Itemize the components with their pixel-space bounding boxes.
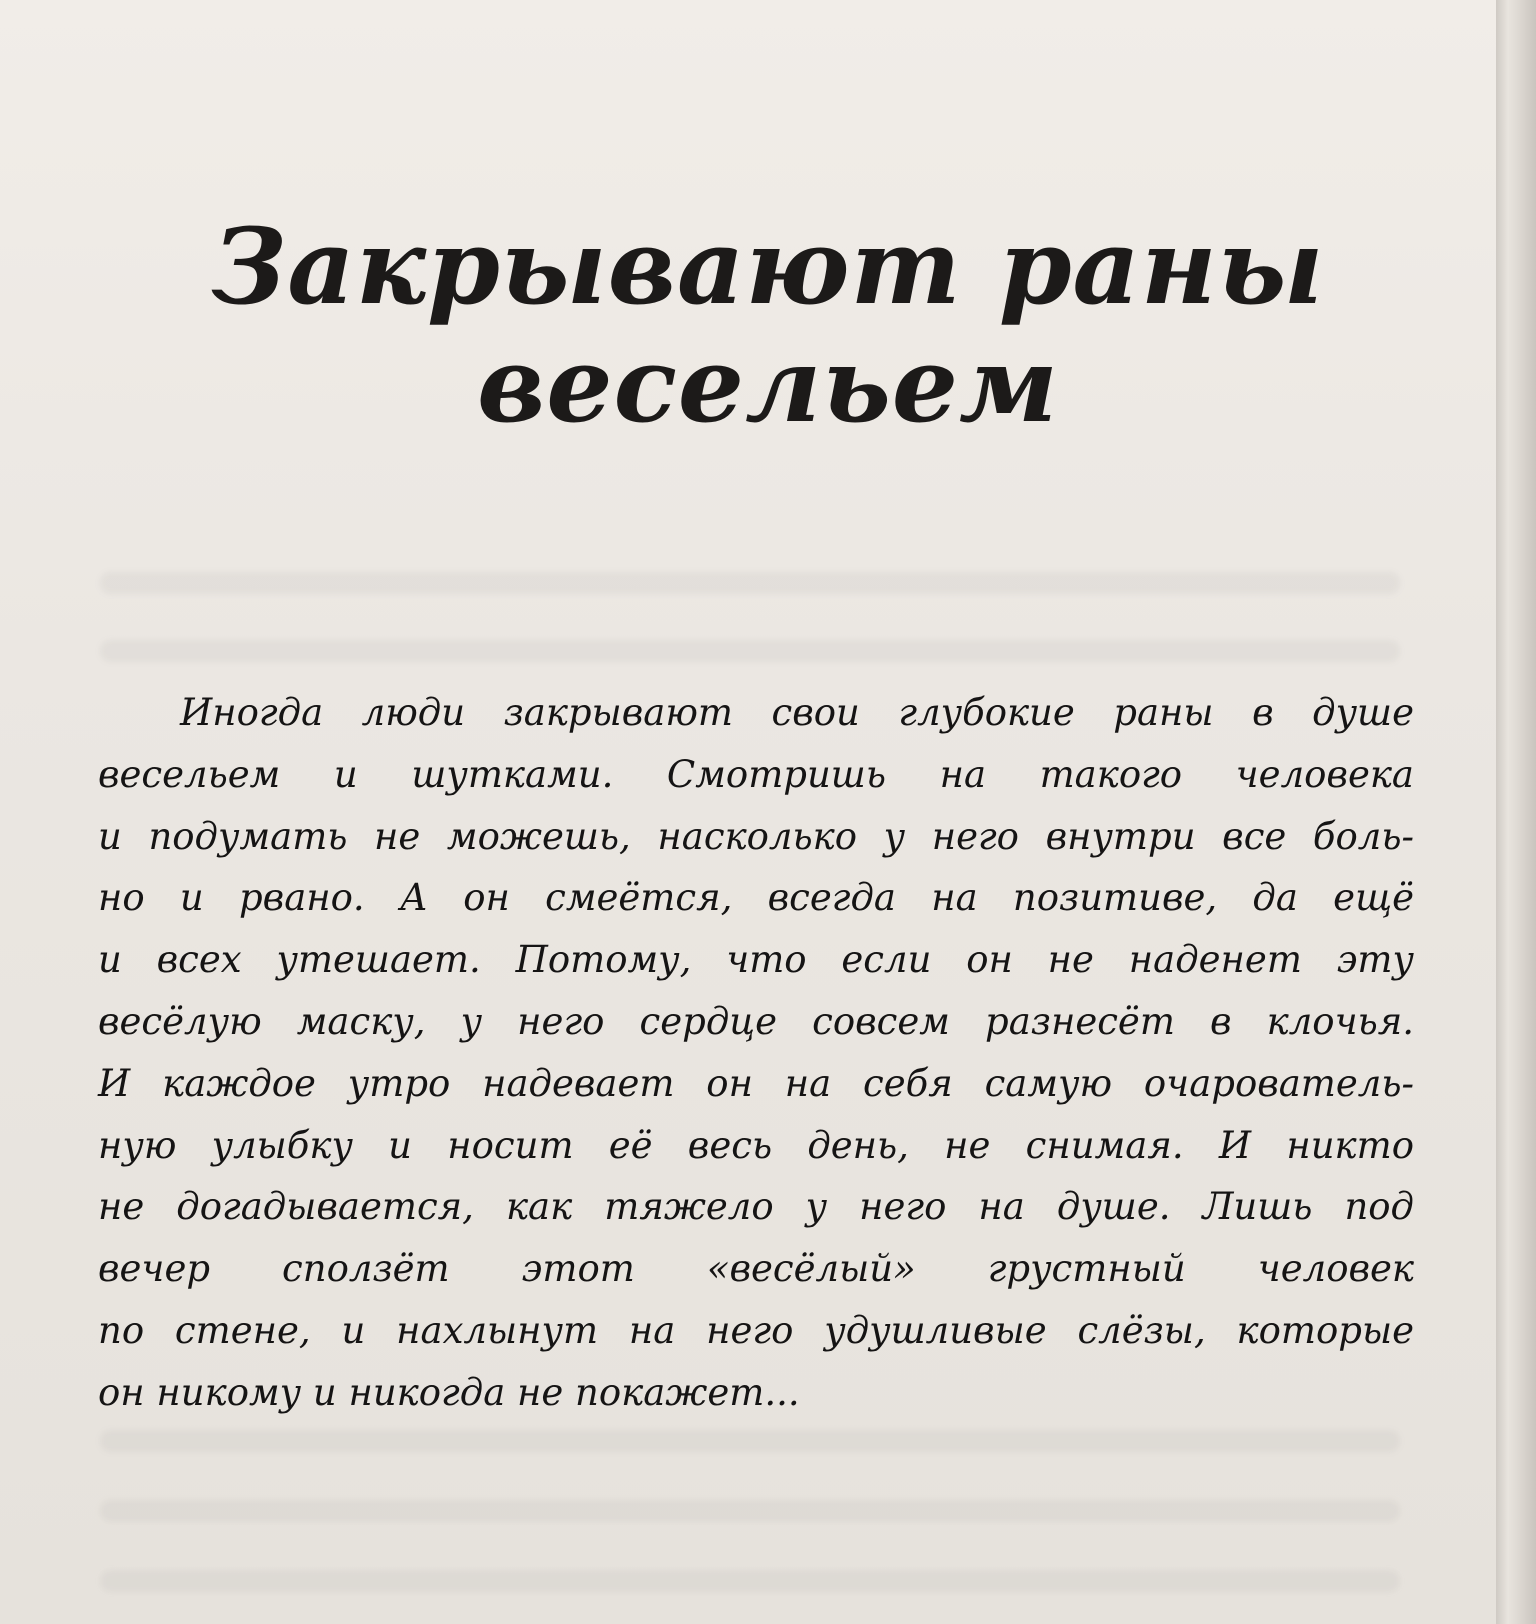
paragraph-line: и подумать не можешь, насколько у него внутри все боль-	[98, 814, 1414, 858]
paragraph-line: и всех утешает. Потому, что если он не наденет эту	[98, 938, 1414, 982]
chapter-title	[0, 205, 1536, 446]
bleed-through-text	[100, 640, 1400, 662]
paragraph-line: не догадывается, как тяжело у него на душе. Лишь под	[98, 1185, 1414, 1229]
bleed-through-text	[100, 1500, 1400, 1522]
chapter-title-line-1: Закрывают раны	[211, 205, 1325, 328]
paragraph-line: по стене, и нахлынут на него удушливые слёзы, которые	[98, 1308, 1414, 1352]
paragraph-line: весёлую маску, у него сердце совсем разнесёт в клочья.	[98, 999, 1414, 1043]
bleed-through-text	[100, 1430, 1400, 1452]
bleed-through-text	[100, 572, 1400, 594]
bleed-through-text	[100, 1570, 1400, 1592]
paragraph-line: И каждое утро надевает он на себя самую очарователь-	[98, 1061, 1414, 1105]
paragraph-line: Иногда люди закрывают свои глубокие раны в душе	[180, 691, 1414, 734]
paragraph-line: он никому и никогда не покажет...	[98, 1370, 800, 1414]
chapter-title-line-2: весельем	[477, 323, 1059, 446]
body-paragraph	[98, 682, 1414, 1424]
paragraph-line: но и рвано. А он смеётся, всегда на позитиве, да ещё	[98, 876, 1414, 920]
paragraph-line: ную улыбку и носит её весь день, не снимая. И никто	[98, 1123, 1414, 1167]
paragraph-line: вечер сползёт этот «весёлый» грустный человек	[98, 1247, 1414, 1291]
paragraph-line: весельем и шутками. Смотришь на такого человека	[98, 752, 1414, 796]
